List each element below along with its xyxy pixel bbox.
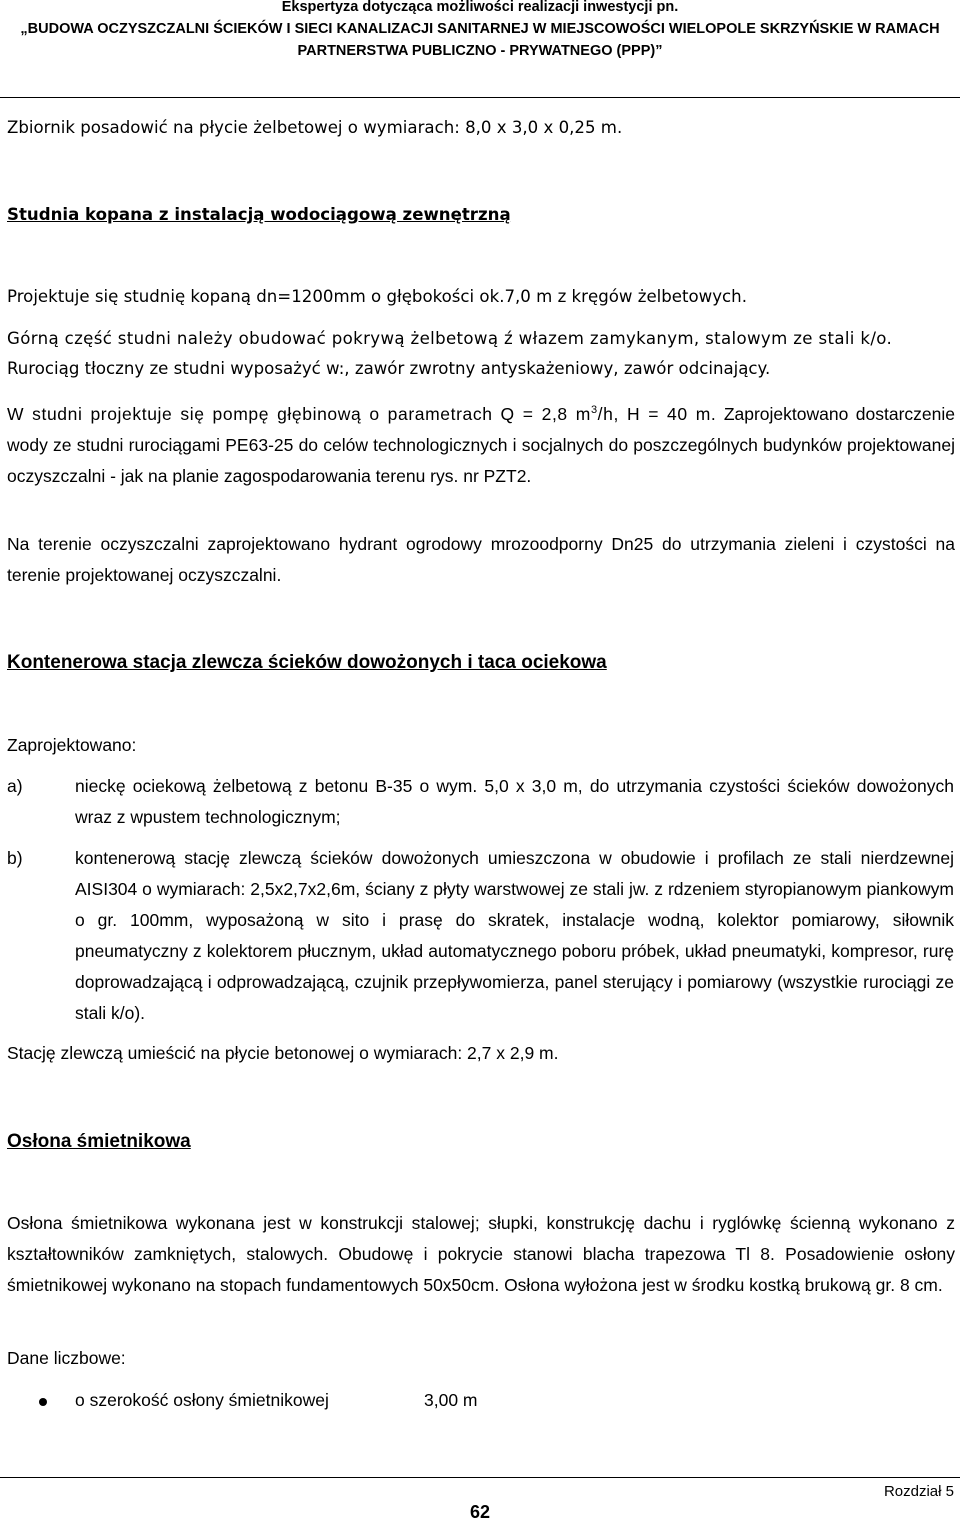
page-number: 62	[469, 1502, 491, 1522]
bullet-icon	[39, 1398, 47, 1406]
shelter-data-item-value: 3,00 m	[424, 1390, 478, 1410]
well-paragraph-2: Górną część studni należy obudować pokrywą żelbetową ź włazem zamykanym, stalowym ze stali k/o.	[7, 329, 893, 348]
header-project-line: „BUDOWA OCZYSZCZALNI ŚCIEKÓW I SIECI KANALIZACJI SANITARNEJ W MIEJSCOWOŚCI WIELOPOLE SKRZYŃSKIE W RAMACH	[20, 21, 940, 37]
footer-divider	[0, 1477, 960, 1478]
section-heading-station: Kontenerowa stacja zlewcza ścieków dowożonych i taca ociekowa	[7, 652, 607, 673]
footer-chapter: Rozdział 5	[883, 1483, 954, 1500]
pump-spec-sup: 3	[590, 404, 598, 416]
pump-spec	[7, 404, 716, 424]
station-closing: Stację zlewczą umieścić na płycie betonowej o wymiarach: 2,7 x 2,9 m.	[7, 1043, 559, 1063]
header-title-line: Ekspertyza dotycząca możliwości realizacji inwestycji pn.	[281, 0, 679, 15]
list-item-text: nieckę ociekową żelbetową z betonu B-35 o wym. 5,0 x 3,0 m, do utrzymania czystości ścieków dowożonych wraz z wpustem technologicznym;	[75, 776, 954, 827]
list-item-text: kontenerową stację zlewczą ścieków dowożonych umieszczona w obudowie i profilach ze stali nierdzewnej AISI304 o wymiarach: 2,5x2,7x2,6m, ściany z płyty warstwowej ze stali jw. z rdzeniem styropianowym piankowym o gr. 100mm, wyposażoną w sito i prasę do skratek, instalacje wodną, kolektor pomiarowy, siłownik pneumatyczny z kolektorem płucznym, układ automatycznego poboru próbek, układ pneumatyki, kompresor, rurę doprowadzającą i odprowadzającą, czujnik przepływomierza, panel sterujący i pomiarowy (wszystkie rurociągi ze stali k/o).	[75, 848, 954, 1023]
well-paragraph-3: Rurociąg tłoczny ze studni wyposażyć w:, zawór zwrotny antyskażeniowy, zawór odcinający.	[7, 359, 771, 378]
section-heading-shelter: Osłona śmietnikowa	[7, 1131, 191, 1152]
well-paragraph-1: Projektuje się studnię kopaną dn=1200mm o głębokości ok.7,0 m z kręgów żelbetowych.	[7, 287, 747, 306]
header-project-line-2: PARTNERSTWA PUBLICZNO - PRYWATNEGO (PPP)”	[297, 43, 663, 59]
section-heading-well: Studnia kopana z instalacją wodociągową zewnętrzną	[7, 205, 511, 224]
pump-spec-pre: W studni projektuje się pompę głębinową o parametrach Q = 2,8 m	[7, 403, 591, 424]
well-paragraph-4	[7, 395, 955, 492]
intro-paragraph: Zbiornik posadowić na płycie żelbetowej o wymiarach: 8,0 x 3,0 x 0,25 m.	[7, 118, 623, 137]
list-marker: b)	[7, 848, 23, 868]
shelter-data-item-label: o szerokość osłony śmietnikowej	[75, 1390, 329, 1410]
shelter-data-label: Dane liczbowe:	[7, 1348, 126, 1368]
shelter-paragraph: Osłona śmietnikowa wykonana jest w konstrukcji stalowej; słupki, konstrukcję dachu i ryglówkę ścienną wykonano z kształtowników zamkniętych, stalowych. Obudowę i pokrycie stanowi blacha trapezowa Tl 8. Posadowienie osłony śmietnikowej wykonano na stopach fundamentowych 50x50cm. Osłona wyłożona jest w środku kostką brukową gr. 8 cm.	[7, 1213, 955, 1295]
station-intro: Zaprojektowano:	[7, 735, 137, 755]
well-water-supply-text: Zaprojektowano dostarczenie wody ze studni rurociągami PE63-25 do celów technologicznych i socjalnych do poszczególnych budynków projektowanej oczyszczalni - jak na planie zagospodarowania terenu rys. nr PZT2.	[7, 403, 955, 486]
list-marker: a)	[7, 776, 23, 796]
header-divider	[0, 97, 960, 98]
well-paragraph-5: Na terenie oczyszczalni zaprojektowano hydrant ogrodowy mrozoodporny Dn25 do utrzymania zieleni i czystości na terenie projektowanej oczyszczalni.	[7, 534, 955, 585]
pump-spec-post: /h, H = 40 m.	[597, 403, 717, 424]
page-header	[0, 0, 960, 62]
